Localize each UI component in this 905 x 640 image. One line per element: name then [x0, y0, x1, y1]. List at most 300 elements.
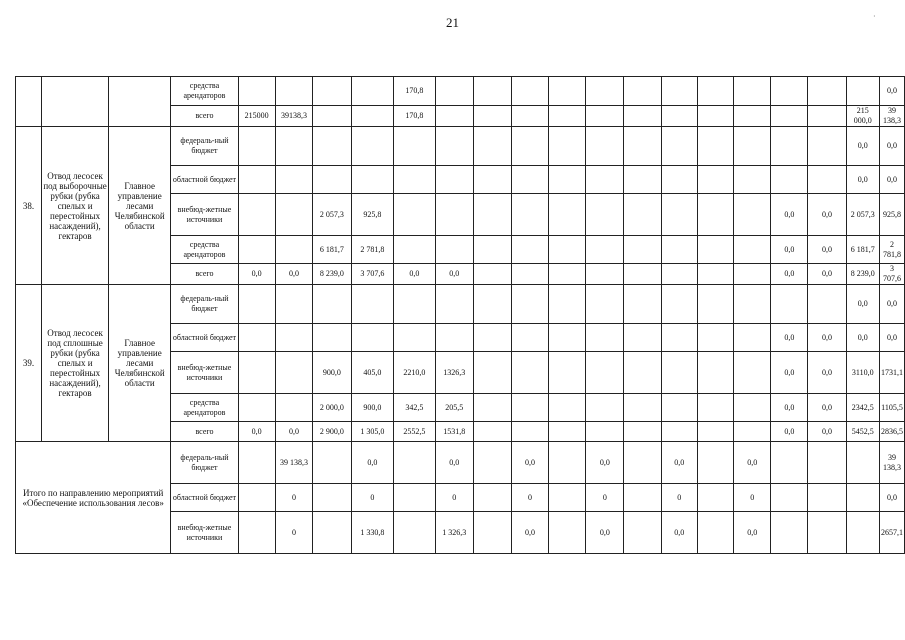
empty-cell	[275, 194, 312, 236]
empty-cell	[549, 484, 586, 512]
empty-cell	[473, 422, 511, 442]
empty-cell	[238, 194, 275, 236]
empty-cell	[473, 512, 511, 554]
source-cell: всего	[171, 264, 238, 285]
corner-mark: ·	[873, 12, 876, 21]
empty-cell	[275, 352, 312, 394]
empty-cell	[808, 484, 846, 512]
empty-cell	[734, 127, 771, 166]
value-cell: 0,0	[808, 264, 846, 285]
value-cell: 0	[435, 484, 473, 512]
empty-cell	[238, 236, 275, 264]
value-cell: 39 138,3	[275, 442, 312, 484]
activity-description: Отвод лесосек под сплошные рубки (рубка спелых и перестойных насаждений), гектаров	[42, 285, 109, 442]
empty-cell	[734, 106, 771, 127]
empty-cell	[549, 77, 586, 106]
empty-cell	[586, 77, 624, 106]
empty-cell	[275, 324, 312, 352]
empty-cell	[435, 166, 473, 194]
source-cell: средства арендаторов	[171, 236, 238, 264]
value-cell: 0,0	[880, 484, 905, 512]
empty-cell	[734, 394, 771, 422]
empty-cell	[549, 236, 586, 264]
empty-cell	[549, 352, 586, 394]
empty-cell	[624, 106, 661, 127]
empty-cell	[275, 127, 312, 166]
empty-cell	[661, 324, 697, 352]
empty-cell	[394, 324, 436, 352]
table-row	[16, 442, 905, 484]
value-cell: 0,0	[771, 264, 808, 285]
value-cell: 0,0	[880, 77, 905, 106]
value-cell: 3110,0	[846, 352, 880, 394]
value-cell: 342,5	[394, 394, 436, 422]
empty-cell	[734, 166, 771, 194]
value-cell: 405,0	[351, 352, 393, 394]
empty-cell	[549, 127, 586, 166]
empty-cell	[846, 512, 880, 554]
value-cell: 0,0	[586, 512, 624, 554]
empty-cell	[624, 236, 661, 264]
empty-cell	[238, 442, 275, 484]
empty-cell	[473, 394, 511, 422]
value-cell: 900,0	[351, 394, 393, 422]
empty-cell	[661, 285, 697, 324]
empty-cell	[473, 127, 511, 166]
empty-cell	[586, 264, 624, 285]
empty-cell	[275, 166, 312, 194]
empty-cell	[697, 106, 733, 127]
empty-cell	[697, 77, 733, 106]
empty-cell	[697, 324, 733, 352]
empty-cell	[846, 442, 880, 484]
empty-cell	[808, 77, 846, 106]
empty-cell	[624, 264, 661, 285]
value-cell: 0,0	[846, 324, 880, 352]
empty-cell	[697, 352, 733, 394]
value-cell: 1731,1	[880, 352, 905, 394]
empty-cell	[511, 106, 548, 127]
executor: Главное управление лесами Челябинской области	[109, 127, 171, 285]
empty-cell	[549, 194, 586, 236]
value-cell: 0	[275, 512, 312, 554]
empty-cell	[394, 512, 436, 554]
empty-cell	[313, 285, 352, 324]
value-cell: 39 138,3	[880, 442, 905, 484]
empty-cell	[549, 166, 586, 194]
value-cell: 1531,8	[435, 422, 473, 442]
empty-cell	[624, 77, 661, 106]
empty-cell	[624, 394, 661, 422]
empty-cell	[313, 166, 352, 194]
empty-cell	[586, 352, 624, 394]
empty-cell	[586, 422, 624, 442]
value-cell: 0,0	[880, 166, 905, 194]
value-cell: 0	[511, 484, 548, 512]
empty-cell	[808, 106, 846, 127]
empty-cell	[586, 194, 624, 236]
value-cell: 0,0	[511, 442, 548, 484]
empty-cell	[435, 77, 473, 106]
value-cell: 0,0	[771, 394, 808, 422]
empty-cell	[734, 285, 771, 324]
empty-cell	[697, 236, 733, 264]
empty-cell	[238, 324, 275, 352]
empty-cell	[771, 512, 808, 554]
table-row	[16, 127, 905, 166]
value-cell: 0	[586, 484, 624, 512]
empty-cell	[771, 285, 808, 324]
empty-cell	[624, 166, 661, 194]
value-cell: 2657,1	[880, 512, 905, 554]
empty-cell	[586, 106, 624, 127]
value-cell: 0,0	[846, 285, 880, 324]
empty-cell	[238, 127, 275, 166]
empty-cell	[473, 324, 511, 352]
empty-cell	[846, 484, 880, 512]
empty-cell	[771, 442, 808, 484]
source-cell: федераль-ный бюджет	[171, 127, 238, 166]
empty-cell	[549, 324, 586, 352]
empty-cell	[473, 264, 511, 285]
empty-cell	[313, 484, 352, 512]
value-cell: 2836,5	[880, 422, 905, 442]
empty-cell	[238, 394, 275, 422]
value-cell: 39 138,3	[880, 106, 905, 127]
empty-cell	[435, 106, 473, 127]
value-cell: 2 781,8	[351, 236, 393, 264]
value-cell: 0,0	[808, 194, 846, 236]
table-row	[16, 77, 905, 106]
value-cell: 1105,5	[880, 394, 905, 422]
value-cell: 0,0	[808, 236, 846, 264]
value-cell: 0,0	[734, 442, 771, 484]
prev-num-cell	[16, 77, 42, 127]
empty-cell	[586, 285, 624, 324]
value-cell: 8 239,0	[846, 264, 880, 285]
value-cell: 0,0	[771, 194, 808, 236]
empty-cell	[549, 512, 586, 554]
empty-cell	[697, 394, 733, 422]
value-cell: 900,0	[313, 352, 352, 394]
source-cell: областной бюджет	[171, 324, 238, 352]
empty-cell	[586, 324, 624, 352]
empty-cell	[697, 285, 733, 324]
empty-cell	[697, 264, 733, 285]
empty-cell	[661, 236, 697, 264]
empty-cell	[238, 285, 275, 324]
empty-cell	[586, 394, 624, 422]
value-cell: 0,0	[734, 512, 771, 554]
value-cell: 3 707,6	[880, 264, 905, 285]
value-cell: 2342,5	[846, 394, 880, 422]
empty-cell	[697, 484, 733, 512]
empty-cell	[394, 484, 436, 512]
value-cell: 0,0	[661, 512, 697, 554]
empty-cell	[275, 285, 312, 324]
empty-cell	[624, 324, 661, 352]
empty-cell	[697, 422, 733, 442]
empty-cell	[624, 422, 661, 442]
value-cell: 1326,3	[435, 352, 473, 394]
empty-cell	[771, 127, 808, 166]
value-cell: 0,0	[351, 442, 393, 484]
empty-cell	[313, 512, 352, 554]
empty-cell	[511, 166, 548, 194]
empty-cell	[511, 394, 548, 422]
empty-cell	[351, 285, 393, 324]
source-cell: внебюд-жетные источники	[171, 352, 238, 394]
value-cell: 2 057,3	[313, 194, 352, 236]
empty-cell	[394, 442, 436, 484]
empty-cell	[473, 194, 511, 236]
empty-cell	[697, 166, 733, 194]
empty-cell	[238, 166, 275, 194]
empty-cell	[586, 127, 624, 166]
empty-cell	[394, 166, 436, 194]
value-cell: 0,0	[275, 422, 312, 442]
empty-cell	[846, 77, 880, 106]
empty-cell	[808, 285, 846, 324]
empty-cell	[511, 422, 548, 442]
value-cell: 5452,5	[846, 422, 880, 442]
value-cell: 2 900,0	[313, 422, 352, 442]
empty-cell	[624, 352, 661, 394]
empty-cell	[394, 194, 436, 236]
empty-cell	[313, 106, 352, 127]
empty-cell	[549, 422, 586, 442]
value-cell: 0	[275, 484, 312, 512]
empty-cell	[351, 166, 393, 194]
empty-cell	[549, 264, 586, 285]
value-cell: 925,8	[351, 194, 393, 236]
empty-cell	[661, 422, 697, 442]
empty-cell	[808, 127, 846, 166]
value-cell: 2210,0	[394, 352, 436, 394]
row-number: 39.	[16, 285, 42, 442]
empty-cell	[549, 442, 586, 484]
value-cell: 0,0	[808, 422, 846, 442]
value-cell: 2552,5	[394, 422, 436, 442]
empty-cell	[734, 77, 771, 106]
value-cell: 0,0	[435, 264, 473, 285]
empty-cell	[734, 194, 771, 236]
empty-cell	[435, 194, 473, 236]
source-cell: областной бюджет	[171, 166, 238, 194]
source-cell: всего	[171, 422, 238, 442]
value-cell: 0,0	[880, 324, 905, 352]
value-cell: 0,0	[771, 422, 808, 442]
empty-cell	[313, 127, 352, 166]
value-cell: 0,0	[238, 422, 275, 442]
total-label: Итого по направлению мероприятий «Обеспечение использования лесов»	[16, 442, 171, 554]
executor: Главное управление лесами Челябинской области	[109, 285, 171, 442]
empty-cell	[473, 352, 511, 394]
empty-cell	[661, 394, 697, 422]
empty-cell	[697, 442, 733, 484]
empty-cell	[586, 166, 624, 194]
empty-cell	[275, 394, 312, 422]
empty-cell	[435, 236, 473, 264]
empty-cell	[734, 422, 771, 442]
empty-cell	[734, 324, 771, 352]
empty-cell	[435, 285, 473, 324]
empty-cell	[624, 512, 661, 554]
empty-cell	[734, 352, 771, 394]
value-cell: 0,0	[586, 442, 624, 484]
empty-cell	[435, 324, 473, 352]
value-cell: 0	[351, 484, 393, 512]
empty-cell	[661, 352, 697, 394]
empty-cell	[511, 127, 548, 166]
row-number: 38.	[16, 127, 42, 285]
value-cell: 6 181,7	[313, 236, 352, 264]
empty-cell	[586, 236, 624, 264]
empty-cell	[624, 484, 661, 512]
value-cell: 0,0	[771, 324, 808, 352]
value-cell: 0,0	[661, 442, 697, 484]
source-cell: внебюд-жетные источники	[171, 194, 238, 236]
empty-cell	[549, 394, 586, 422]
empty-cell	[511, 264, 548, 285]
empty-cell	[473, 442, 511, 484]
value-cell: 0,0	[771, 236, 808, 264]
empty-cell	[661, 106, 697, 127]
value-cell: 6 181,7	[846, 236, 880, 264]
empty-cell	[473, 77, 511, 106]
value-cell: 0,0	[846, 127, 880, 166]
empty-cell	[661, 166, 697, 194]
value-cell: 1 330,8	[351, 512, 393, 554]
source-cell: федераль-ный бюджет	[171, 285, 238, 324]
value-cell: 1 305,0	[351, 422, 393, 442]
empty-cell	[313, 442, 352, 484]
empty-cell	[771, 106, 808, 127]
value-cell: 0	[734, 484, 771, 512]
value-cell: 0,0	[880, 127, 905, 166]
empty-cell	[697, 194, 733, 236]
value-cell: 0,0	[771, 352, 808, 394]
value-cell: 39138,3	[275, 106, 312, 127]
value-cell: 2 057,3	[846, 194, 880, 236]
empty-cell	[771, 166, 808, 194]
empty-cell	[238, 77, 275, 106]
empty-cell	[511, 236, 548, 264]
table-row	[16, 285, 905, 324]
value-cell: 0,0	[275, 264, 312, 285]
empty-cell	[808, 442, 846, 484]
value-cell: 0,0	[394, 264, 436, 285]
empty-cell	[771, 484, 808, 512]
value-cell: 925,8	[880, 194, 905, 236]
value-cell: 2 000,0	[313, 394, 352, 422]
empty-cell	[473, 285, 511, 324]
empty-cell	[275, 77, 312, 106]
value-cell: 0,0	[238, 264, 275, 285]
source-cell: всего	[171, 106, 238, 127]
empty-cell	[624, 285, 661, 324]
empty-cell	[549, 285, 586, 324]
empty-cell	[473, 106, 511, 127]
empty-cell	[238, 484, 275, 512]
empty-cell	[511, 194, 548, 236]
value-cell: 170,8	[394, 106, 436, 127]
empty-cell	[435, 127, 473, 166]
value-cell: 205,5	[435, 394, 473, 422]
empty-cell	[394, 236, 436, 264]
source-cell: областной бюджет	[171, 484, 238, 512]
empty-cell	[275, 236, 312, 264]
value-cell: 0,0	[808, 352, 846, 394]
empty-cell	[661, 194, 697, 236]
empty-cell	[697, 512, 733, 554]
empty-cell	[661, 264, 697, 285]
empty-cell	[624, 194, 661, 236]
activity-description: Отвод лесосек под выборочные рубки (рубка спелых и перестойных насаждений), гектаров	[42, 127, 109, 285]
value-cell: 3 707,6	[351, 264, 393, 285]
empty-cell	[394, 127, 436, 166]
empty-cell	[808, 512, 846, 554]
empty-cell	[661, 127, 697, 166]
budget-table	[15, 76, 905, 554]
source-cell: средства арендаторов	[171, 77, 238, 106]
value-cell: 170,8	[394, 77, 436, 106]
value-cell: 0	[661, 484, 697, 512]
value-cell: 0,0	[880, 285, 905, 324]
empty-cell	[351, 106, 393, 127]
empty-cell	[734, 264, 771, 285]
empty-cell	[511, 352, 548, 394]
source-cell: федераль-ный бюджет	[171, 442, 238, 484]
empty-cell	[313, 324, 352, 352]
value-cell: 215000	[238, 106, 275, 127]
value-cell: 1 326,3	[435, 512, 473, 554]
empty-cell	[351, 77, 393, 106]
value-cell: 215 000,0	[846, 106, 880, 127]
empty-cell	[771, 77, 808, 106]
empty-cell	[549, 106, 586, 127]
empty-cell	[808, 166, 846, 194]
empty-cell	[661, 77, 697, 106]
empty-cell	[511, 77, 548, 106]
empty-cell	[351, 127, 393, 166]
empty-cell	[473, 236, 511, 264]
value-cell: 2 781,8	[880, 236, 905, 264]
empty-cell	[473, 484, 511, 512]
value-cell: 0,0	[846, 166, 880, 194]
empty-cell	[697, 127, 733, 166]
value-cell: 8 239,0	[313, 264, 352, 285]
empty-cell	[511, 285, 548, 324]
empty-cell	[238, 352, 275, 394]
prev-exec-cell	[109, 77, 171, 127]
prev-desc-cell	[42, 77, 109, 127]
empty-cell	[511, 324, 548, 352]
empty-cell	[313, 77, 352, 106]
empty-cell	[624, 127, 661, 166]
value-cell: 0,0	[511, 512, 548, 554]
empty-cell	[624, 442, 661, 484]
empty-cell	[473, 166, 511, 194]
empty-cell	[238, 512, 275, 554]
value-cell: 0,0	[808, 394, 846, 422]
source-cell: внебюд-жетные источники	[171, 512, 238, 554]
empty-cell	[394, 285, 436, 324]
source-cell: средства арендаторов	[171, 394, 238, 422]
value-cell: 0,0	[435, 442, 473, 484]
value-cell: 0,0	[808, 324, 846, 352]
empty-cell	[734, 236, 771, 264]
